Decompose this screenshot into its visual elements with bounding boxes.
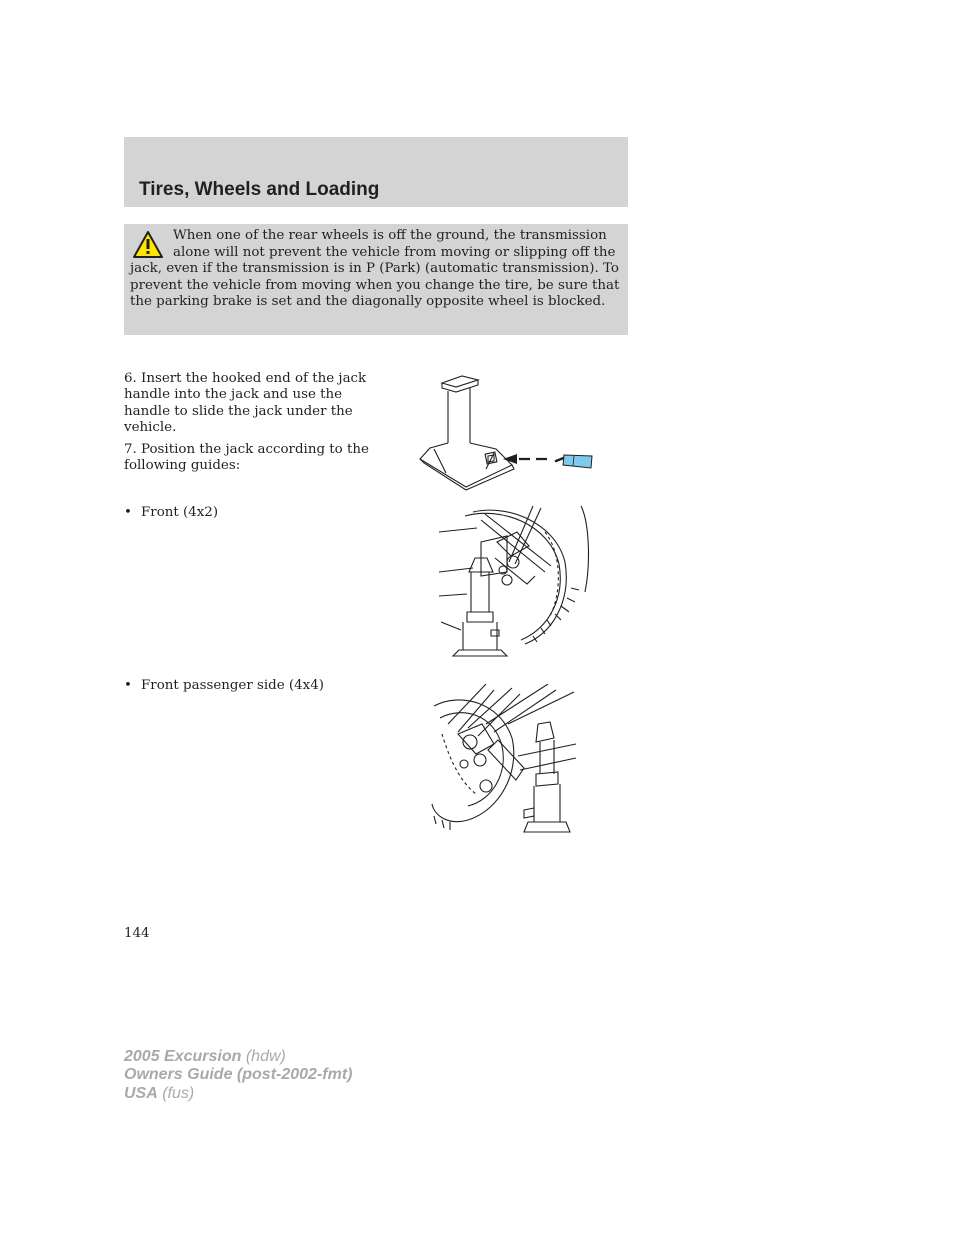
footer-line-1: 2005 Excursion (hdw) [124,1048,286,1065]
page-number: 144 [124,926,150,941]
section-title: Tires, Wheels and Loading [139,179,380,200]
bullet-label: Front (4x2) [141,505,219,520]
front-4x4-jack-position-illustration [428,684,578,838]
warning-box [124,224,628,335]
bullet-front-passenger-4x4 [124,678,324,694]
bullet-dot: • [124,678,132,693]
bullet-dot: • [124,505,132,520]
jack-handle-illustration [416,373,598,491]
section-header [124,137,628,207]
document-footer [124,1048,352,1103]
footer-line-2: Owners Guide (post-2002-fmt) [124,1066,353,1084]
bullet-front-4x2 [124,505,218,521]
warning-text: When one of the rear wheels is off the ground, the transmission alone will not prevent the vehicle from moving or slipping off the jack, even if the transmission is in P (Park) (automatic transmission). To prevent the vehicle from moving when you change the tire, be sure that the parking brake is set and the diagonally opposite wheel is blocked. [130,228,620,309]
step-6: 6. Insert the hooked end of the jack handle into the jack and use the handle to slide the jack under the vehicle. [124,371,367,435]
bullet-label: Front passenger side (4x4) [141,678,324,693]
step-7: 7. Position the jack according to the following guides: [124,442,369,474]
steps-list [124,371,386,481]
front-4x2-jack-position-illustration [437,502,591,662]
footer-line-3: USA (fus) [124,1084,195,1102]
